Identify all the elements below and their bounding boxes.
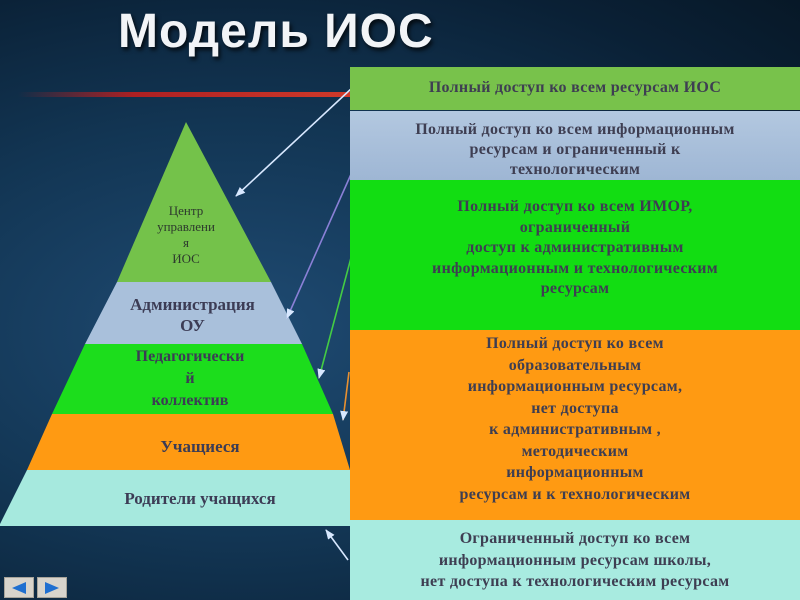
access-text-apex: Полный доступ ко всем ресурсам ИОС xyxy=(428,79,722,96)
connector-arrow-5 xyxy=(326,530,348,560)
connector-arrow-3 xyxy=(319,254,352,378)
pyramid-label-apex: Центр управлени я ИОС xyxy=(157,203,215,266)
connector-arrow-2 xyxy=(287,172,352,318)
pyramid-label-administration: Администрация ОУ xyxy=(130,295,255,335)
access-box-administration xyxy=(350,111,800,180)
slide-title: Модель ИОС xyxy=(118,5,434,58)
connector-arrow-4 xyxy=(343,372,349,420)
access-box-apex xyxy=(350,67,800,110)
pyramid-label-parents: Родители учащихся xyxy=(124,489,276,508)
connector-arrow-1 xyxy=(236,88,352,196)
access-text-students: Полный доступ ко всем образовательным информационным ресурсам, нет доступа к административным , методическим информационным ресурсам и к технологическим xyxy=(459,335,691,503)
access-text-administration: Полный доступ ко всем информационным ресурсам и ограниченный к технологическим xyxy=(415,121,735,178)
pyramid-label-students: Учащиеся xyxy=(160,437,240,456)
access-box-teachers xyxy=(350,180,800,330)
next-slide-button[interactable] xyxy=(37,577,67,598)
pyramid-label-teachers: Педагогически й коллектив xyxy=(135,348,245,409)
access-box-parents xyxy=(350,520,800,600)
access-text-teachers: Полный доступ ко всем ИМОР, ограниченный доступ к административным информационным и технологическим ресурсам xyxy=(432,198,718,297)
access-text-parents: Ограниченный доступ ко всем информационным ресурсам школы, нет доступа к технологическим ресурсам xyxy=(420,530,730,590)
prev-slide-button[interactable] xyxy=(4,577,34,598)
arrow-left-icon xyxy=(11,581,27,595)
arrow-right-icon xyxy=(44,581,60,595)
slide-navigation xyxy=(0,575,70,600)
access-box-students xyxy=(350,330,800,520)
